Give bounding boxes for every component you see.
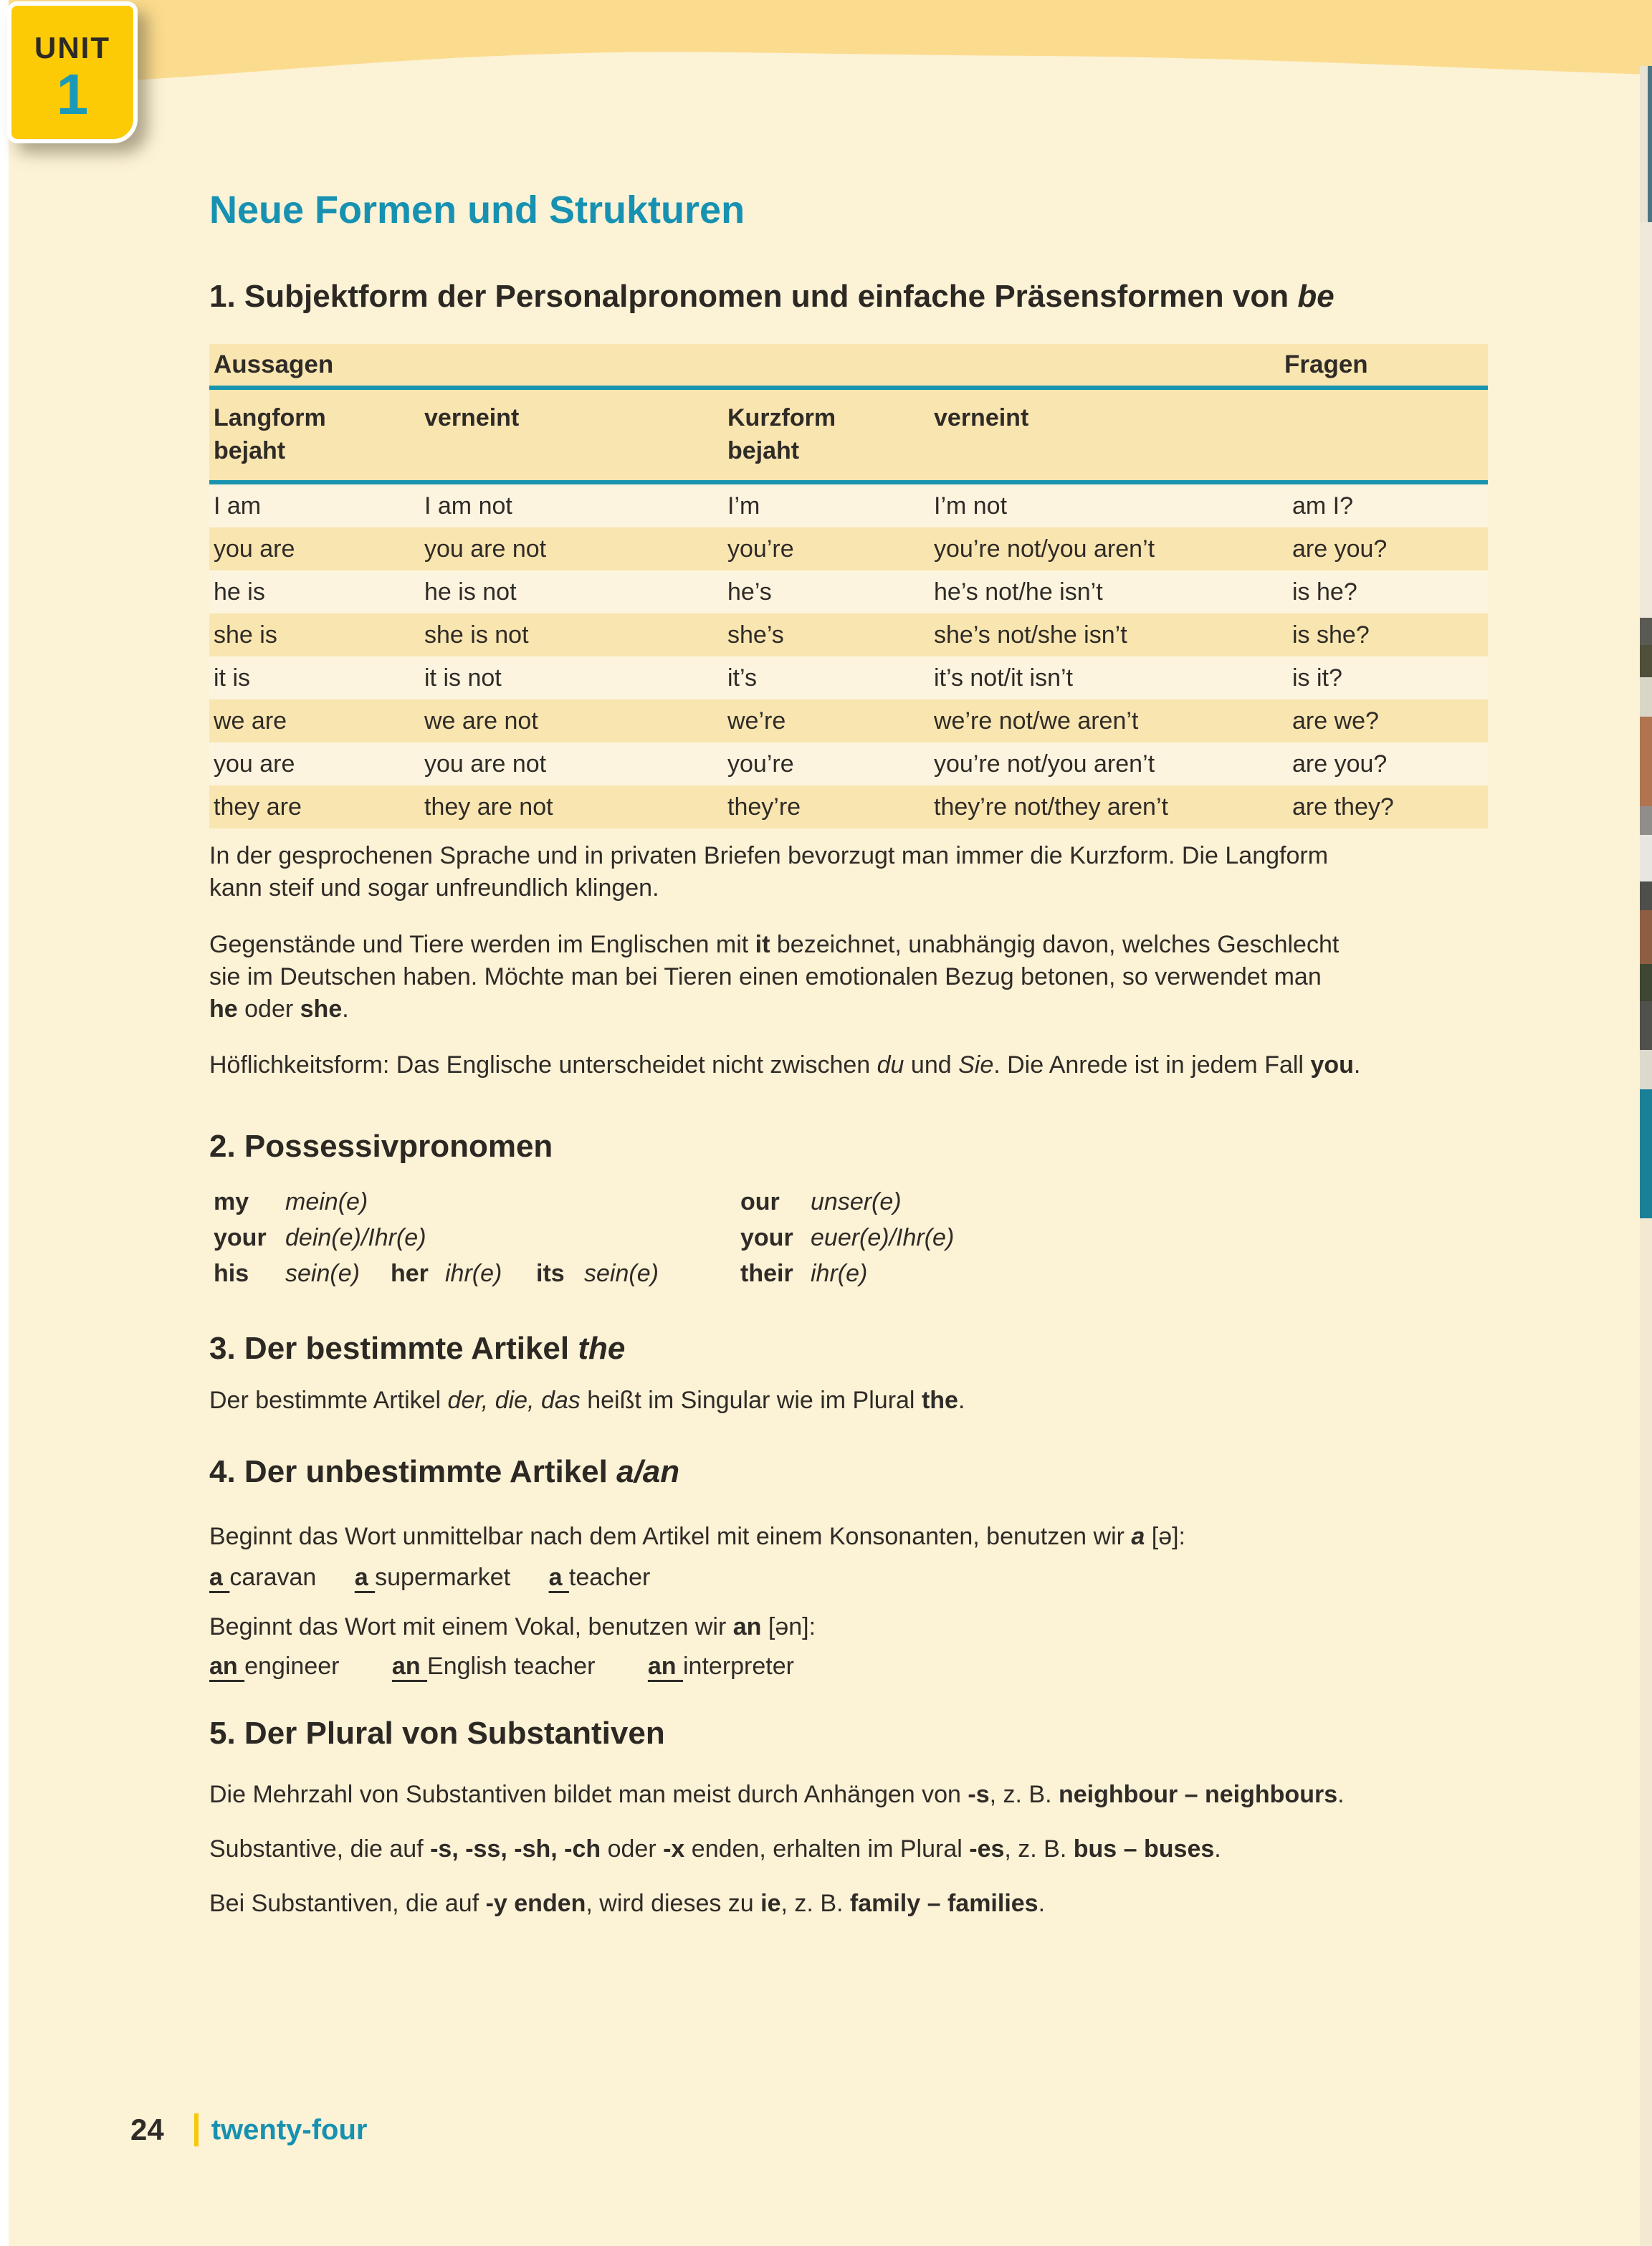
table-group-header [209, 344, 1488, 386]
group-header-fragen: Fragen [1284, 350, 1368, 378]
section4-rule-an: Beginnt das Wort mit einem Vokal, benutzen wir an [ən]: [209, 1613, 816, 1640]
possessive-row-3: his sein(e) her ihr(e) its sein(e) their ihr(e) [214, 1260, 868, 1287]
table-row: we are we are not we’re we’re not/we aren’t are we? [209, 699, 1488, 742]
table-row: you are you are not you’re you’re not/you aren’t are you? [209, 742, 1488, 785]
unit-badge [7, 1, 138, 143]
example-an-interpreter: an interpreter [647, 1653, 794, 1680]
paragraph-kurzform: In der gesprochenen Sprache und in privaten Briefen bevorzugt man immer die Kurzform. Die Langform kann steif und sogar unfreundlich klingen. [209, 842, 1329, 902]
page-number: 24 [130, 2113, 164, 2146]
page-title: Neue Formen und Strukturen [209, 188, 745, 231]
page-footer [130, 2113, 367, 2147]
table-row: they are they are not they’re they’re not/they aren’t are they? [209, 785, 1488, 828]
paragraph-hoeflichkeitsform: Höflichkeitsform: Das Englische unterscheidet nicht zwischen du und Sie. Die Anrede ist in jedem Fall you. [209, 1051, 1361, 1079]
col-header-verneint2: verneint [934, 404, 1029, 431]
example-a-teacher: a teacher [548, 1564, 651, 1591]
section3-paragraph: Der bestimmte Artikel der, die, das heißt im Singular wie im Plural the. [209, 1387, 965, 1414]
header-band [0, 0, 1652, 93]
scan-fore-edge [1640, 0, 1652, 2246]
example-an-engineer: an engineer [209, 1653, 340, 1680]
example-an-english-teacher: an English teacher [391, 1653, 596, 1680]
col-header-empty [1292, 401, 1488, 467]
section5-heading: 5. Der Plural von Substantiven [209, 1716, 665, 1751]
section5-rule-s: Die Mehrzahl von Substantiven bildet man meist durch Anhängen von -s, z. B. neighbour – neighbours. [209, 1781, 1345, 1808]
possessive-row-1: my mein(e) our unser(e) [214, 1188, 902, 1215]
section5-rule-y: Bei Substantiven, die auf -y enden, wird dieses zu ie, z. B. family – families. [209, 1890, 1046, 1917]
table-row: she is she is not she’s she’s not/she isn’t is she? [209, 613, 1488, 656]
examples-an [209, 1648, 826, 1684]
example-a-supermarket: a supermarket [354, 1564, 511, 1591]
table-row: it is it is not it’s it’s not/it isn’t is it? [209, 656, 1488, 699]
unit-badge-label: UNIT [34, 31, 110, 64]
section4-rule-a: Beginnt das Wort unmittelbar nach dem Artikel mit einem Konsonanten, benutzen wir a [ə]: [209, 1523, 1186, 1550]
examples-a [209, 1559, 682, 1595]
section1-heading [209, 279, 1335, 314]
section2-heading: 2. Possessivpronomen [209, 1129, 553, 1164]
example-a-caravan: a caravan [209, 1564, 317, 1591]
table-row: you are you are not you’re you’re not/you aren’t are you? [209, 527, 1488, 570]
col-header-langform: Langform bejaht [214, 404, 326, 464]
paragraph-it-he-she: Gegenstände und Tiere werden im Englischen mit it bezeichnet, unabhängig davon, welches Geschlecht sie im Deutschen haben. Möchte man bei Tieren einen emotionalen Bezug betonen, so verwendet man he oder she. [209, 931, 1340, 1023]
group-header-aussagen: Aussagen [214, 350, 334, 378]
unit-badge-number: 1 [56, 62, 89, 126]
possessive-row-2: your dein(e)/Ihr(e) your euer(e)/Ihr(e) [214, 1224, 955, 1251]
col-header-kurzform: Kurzform bejaht [727, 404, 836, 464]
table-row: I am I am not I’m I’m not am I? [209, 484, 1488, 527]
section4-heading: 4. Der unbestimmte Artikel a/an [209, 1454, 680, 1489]
section3-heading: 3. Der bestimmte Artikel the [209, 1331, 626, 1366]
footer-divider-bar [194, 2113, 199, 2146]
table-column-headers [209, 390, 1488, 480]
be-forms-table [209, 344, 1488, 828]
scan-left-edge [0, 0, 9, 2246]
table-row: he is he is not he’s he’s not/he isn’t is he? [209, 570, 1488, 613]
col-header-verneint1: verneint [424, 404, 520, 431]
section1-heading-italic: be [1297, 279, 1335, 314]
section1-heading-text: 1. Subjektform der Personalpronomen und einfache Präsensformen von [209, 279, 1298, 314]
section5-rule-es: Substantive, die auf -s, -ss, -sh, -ch oder -x enden, erhalten im Plural -es, z. B. bus – buses. [209, 1835, 1221, 1863]
page-number-word: twenty-four [211, 2113, 368, 2146]
